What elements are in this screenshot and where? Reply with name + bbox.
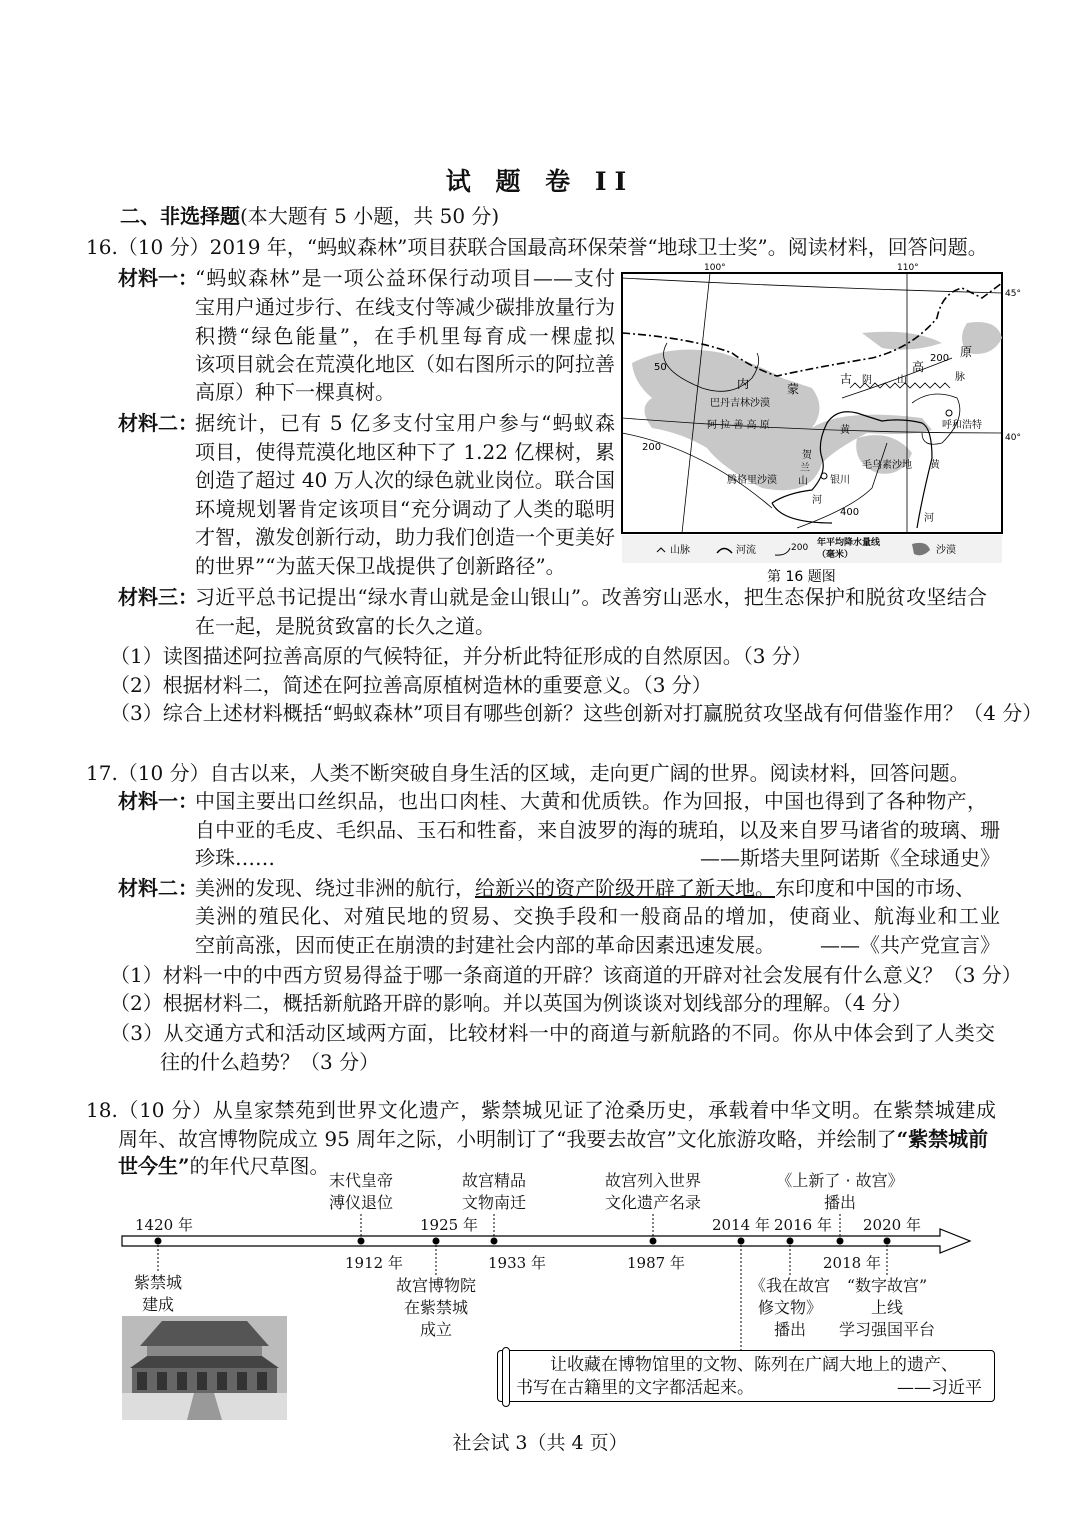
timeline-event-line: 学习强国平台 [838, 1320, 935, 1339]
place-label: 呼和浩特 [942, 420, 982, 431]
q17-sub-question: （1）材料一中的中西方贸易得益于哪一条商道的开辟？该商道的开辟对社会发展有什么意义？（3 分） [110, 963, 1022, 987]
legend-isoline-value: 200 [791, 543, 809, 553]
mountain-label: 山 [897, 375, 907, 386]
timeline-event-line: 溥仪退位 [328, 1193, 393, 1212]
q17-m2-source: ——《共产党宣言》 [820, 933, 1000, 957]
q17-sub-question: （3）从交通方式和活动区域两方面，比较材料一中的商道与新航路的不同。你从中体会到了人类交 [110, 1021, 995, 1045]
q16-m1-line: “蚂蚁森林”是一项公益环保行动项目——支付 [195, 266, 615, 290]
place-label: 原 [960, 345, 973, 359]
q17-m1-source: ——斯塔夫里阿诺斯《全球通史》 [700, 846, 1000, 870]
timeline-event-line: 文物南迁 [461, 1193, 526, 1212]
q17-stem: 17.（10 分）自古以来，人类不断突破自身生活的区域，走向更广阔的世界。阅读材料，回答问题。 [86, 761, 970, 785]
q18-stem: 18.（10 分）从皇家禁苑到世界文化遗产，紫禁城见证了沧桑历史，承载着中华文明。在紫禁城建成 [86, 1098, 996, 1122]
page-footer: 社会试 3（共 4 页） [452, 1432, 628, 1454]
legend-river: 河流 [736, 545, 756, 556]
timeline-event [291, 1170, 431, 1214]
isoline-label: 200 [642, 442, 662, 453]
timeline-event [88, 1272, 228, 1316]
timeline-event-line: 紫禁城 [133, 1273, 182, 1292]
river-label: 黄 [930, 460, 940, 471]
text: 周年、故宫博物院成立 95 周年之际，小明制订了“我要去故宫”文化旅游攻略，并绘制了 [118, 1127, 897, 1151]
timeline-year: 2018 年 [823, 1254, 881, 1272]
timeline-event-line: “数字故宫” [846, 1276, 928, 1295]
q16-m2-line: 项目，使得荒漠化地区种下了 1.22 亿棵树，累 [195, 440, 615, 464]
river-label: 河 [812, 495, 822, 506]
place-label: 阿 拉 善 高 原 [707, 420, 770, 431]
timeline-event-line: 播出 [773, 1320, 806, 1339]
text: 的年代尺草图。 [189, 1154, 330, 1178]
river-label: 河 [924, 513, 934, 524]
q16-sub-question: （2）根据材料二，简述在阿拉善高原植树造林的重要意义。（3 分） [110, 673, 712, 697]
q16-m3-line: 在一起，是脱贫致富的长久之道。 [195, 614, 495, 638]
q16-m3-line: 习近平总书记提出“绿水青山就是金山银山”。改善穷山恶水，把生态保护和脱贫攻坚结合 [195, 585, 987, 609]
timeline-year: 1912 年 [345, 1254, 403, 1272]
q17-sub-question: （2）根据材料二，概括新航路开辟的影响。并以英国为例谈谈对划线部分的理解。（4 分） [110, 991, 912, 1015]
quote-scroll [497, 1350, 995, 1402]
timeline-event [366, 1275, 506, 1341]
lon-label: 110° [897, 263, 919, 273]
q16-stem: 16.（10 分）2019 年，“蚂蚁森林”项目获联合国最高环保荣誉“地球卫士奖”。阅读材料，回答问题。 [86, 235, 988, 259]
text: 美洲的发现、绕过非洲的航行， [195, 876, 475, 900]
quote-line: 书写在古籍里的文字都活起来。 [516, 1378, 754, 1398]
mountain-label: 兰 [800, 463, 810, 474]
mountain-label: 脉 [955, 372, 965, 383]
legend-desert: 沙漠 [936, 545, 956, 556]
timeline-point [433, 1238, 440, 1245]
timeline-event-line: 建成 [141, 1295, 174, 1314]
bold-text: “紫禁城前 [896, 1127, 989, 1151]
timeline-event-line: 文化遗产名录 [604, 1193, 701, 1212]
timeline-year: 1420 年 [135, 1216, 193, 1234]
lon-label: 100° [704, 263, 726, 273]
q16-m1-line: 高原）种下一棵真树。 [195, 380, 395, 404]
timeline-event-line: 成立 [419, 1320, 452, 1339]
q16-m2-label: 材料二： [118, 411, 198, 435]
timeline-event-line: 上线 [870, 1298, 903, 1317]
place-label: 内 [737, 377, 750, 391]
timeline-year: 1933 年 [488, 1254, 546, 1272]
timeline-event-line: 故宫博物院 [395, 1276, 476, 1295]
place-label: 银川 [830, 475, 850, 486]
river-label: 黄 [840, 425, 850, 436]
underlined-text: 给新兴的资产阶级开辟了新天地。 [475, 876, 775, 900]
mountain-label: 贺 [802, 450, 812, 461]
q17-m1-line: 珍珠…… [195, 846, 275, 870]
q16-m2-line: 创造了超过 40 万人次的绿色就业岗位。联合国 [195, 468, 615, 492]
map-caption: 第 16 题图 [767, 569, 836, 585]
text: 东印度和中国的市场、 [775, 876, 975, 900]
timeline-point [884, 1238, 891, 1245]
scroll-roll [502, 1347, 510, 1407]
quote-line: 让收藏在博物馆里的文物、陈列在广阔大地上的遗产、 [550, 1355, 958, 1375]
q16-m2-line: 的世界”“为蓝天保卫战提供了创新路径”。 [195, 554, 566, 578]
timeline-event [583, 1170, 723, 1214]
lat-label: 45° [1005, 289, 1021, 299]
timeline-event-line: 《我在故宫 [749, 1276, 830, 1295]
q16-sub-question: （3）综合上述材料概括“蚂蚁森林”项目有哪些创新？这些创新对打赢脱贫攻坚战有何借鉴作用？（4 分） [110, 701, 1043, 725]
place-label: 腾格里沙漠 [727, 475, 777, 486]
timeline-year: 2014 年 [712, 1216, 770, 1234]
q16-m2-line: 环境规划署肯定该项目“充分调动了人类的聪明 [195, 497, 615, 521]
legend-mountain: 山脉 [670, 545, 690, 556]
section-note: (本大题有 5 小题，共 50 分) [240, 204, 500, 228]
timeline-point [738, 1238, 745, 1245]
timeline-point [837, 1238, 844, 1245]
isoline-label: 50 [654, 362, 667, 373]
timeline-point [358, 1238, 365, 1245]
q17-m2-line: 空前高涨，因而使正在崩溃的封建社会内部的革命因素迅速发展。 [195, 933, 775, 957]
timeline-point [650, 1238, 657, 1245]
q17-m1-line: 自中亚的毛皮、毛织品、玉石和牲畜，来自波罗的海的琥珀，以及来自罗马诸省的玻璃、珊 [195, 818, 1000, 842]
q17-m1-label: 材料一： [118, 789, 198, 813]
isoline-label: 400 [840, 507, 860, 518]
place-label: 蒙 [787, 382, 800, 396]
mountain-label: 山 [798, 476, 808, 487]
place-label: 巴丹吉林沙漠 [710, 398, 770, 409]
legend-isoline: 年平均降水量线（毫米） [817, 538, 881, 560]
mountain-label: 阴 [862, 375, 872, 386]
isoline-label: 200 [930, 353, 950, 364]
q16-m1-line: 宝用户通过步行、在线支付等减少碳排放量行为 [195, 295, 615, 319]
timeline-event-line: 故宫精品 [461, 1171, 526, 1190]
q16-m2-line: 据统计，已有 5 亿多支付宝用户参与“蚂蚁森 [195, 411, 615, 435]
q16-m1-line: 积攒“绿色能量”，在手机里每育成一棵虚拟 [195, 324, 615, 348]
quote-source: ——习近平 [897, 1378, 982, 1398]
place-label: 高 [912, 360, 925, 374]
timeline-event-line: 末代皇帝 [328, 1171, 393, 1190]
place-label: 毛乌素沙地 [862, 460, 912, 471]
q17-sub-question: 往的什么趋势？（3 分） [160, 1050, 380, 1074]
q16-m2-line: 才智，激发创新行动，助力我们创造一个更美好 [195, 525, 615, 549]
lat-label: 40° [1005, 433, 1021, 443]
q16-m1-label: 材料一： [118, 266, 198, 290]
bold-text: 世今生” [118, 1154, 190, 1178]
q16-m3-label: 材料三： [118, 585, 198, 609]
q16-m1-line: 该项目就会在荒漠化地区（如右图所示的阿拉善 [195, 352, 615, 376]
q17-m2-label: 材料二： [118, 876, 198, 900]
timeline-event [817, 1275, 957, 1341]
paper-title: 试 题 卷 II [445, 167, 635, 196]
timeline-event-line: 故宫列入世界 [604, 1171, 701, 1190]
q16-sub-question: （1）读图描述阿拉善高原的气候特征，并分析此特征形成的自然原因。（3 分） [110, 644, 812, 668]
timeline-year: 2016 年 [774, 1216, 832, 1234]
timeline-event-line: 在紫禁城 [403, 1298, 468, 1317]
timeline-event [770, 1170, 910, 1214]
timeline-event [424, 1170, 564, 1214]
timeline-point [491, 1238, 498, 1245]
timeline-year: 1925 年 [420, 1216, 478, 1234]
timeline-event-line: 播出 [823, 1193, 856, 1212]
q17-m2-line: 美洲的殖民化、对殖民地的贸易、交换手段和一般商品的增加，使商业、航海业和工业 [195, 904, 1000, 928]
section-label: 二、非选择题 [120, 204, 240, 228]
timeline-event-line: 《上新了 · 故宫》 [776, 1171, 904, 1190]
timeline-point [787, 1238, 794, 1245]
timeline-year: 2020 年 [863, 1216, 921, 1234]
timeline-year: 1987 年 [627, 1254, 685, 1272]
forbidden-city-photo [122, 1316, 287, 1420]
place-label: 古 [840, 372, 853, 386]
timeline-event-line: 修文物》 [757, 1298, 822, 1317]
q17-m1-line: 中国主要出口丝织品，也出口肉桂、大黄和优质铁。作为回报，中国也得到了各种物产， [195, 789, 987, 813]
timeline-point [155, 1238, 162, 1245]
